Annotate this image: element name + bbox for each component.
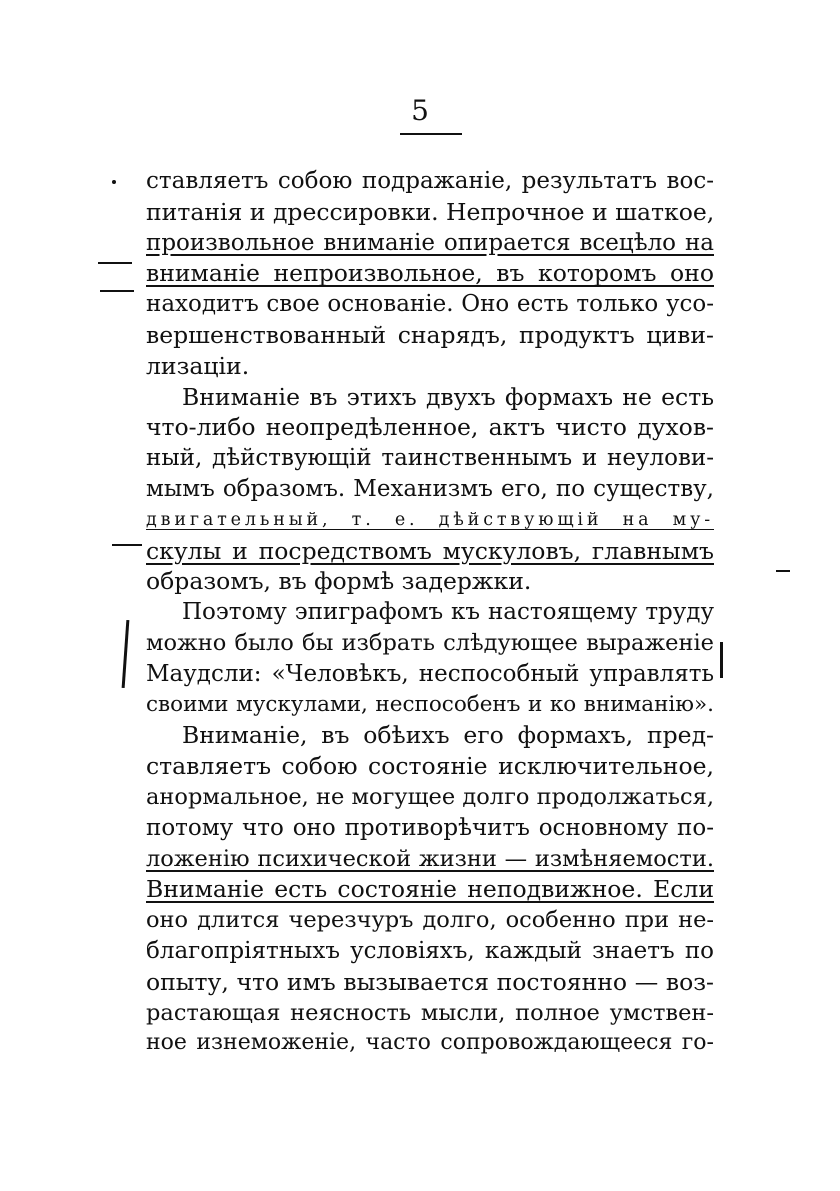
underline-mark-left-3 — [112, 544, 142, 546]
text-line: своими мускулами, неспособенъ и ко вниманію». — [146, 691, 714, 717]
body-text — [146, 166, 714, 1059]
text-line: анормальное, не могущее долго продолжаться, — [146, 783, 714, 810]
underline-mark-left-1 — [98, 262, 132, 264]
page-number: 5 — [411, 94, 429, 127]
paragraph — [146, 166, 714, 382]
text-line: опыту, что имъ вызывается постоянно — воз- — [146, 967, 714, 996]
text-line: ное изнеможеніе, часто сопровождающееся го- — [146, 1030, 714, 1056]
text-line: Маудсли: «Человѣкъ, неспособный управлять — [146, 660, 714, 687]
text-line: находитъ свое основаніе. Оно есть только усо- — [146, 291, 714, 318]
text-line: скулы и посредствомъ мускуловъ, главнымъ — [146, 536, 714, 565]
text-line: питанія и дрессировки. Непрочное и шаткое, — [146, 197, 714, 226]
text-line: лизаціи. — [146, 351, 250, 380]
margin-tick — [776, 570, 790, 572]
text-line: благопріятныхъ условіяхъ, каждый знаетъ по — [146, 937, 714, 964]
text-line: произвольное вниманіе опирается всецѣло на — [146, 229, 714, 256]
text-line: мымъ образомъ. Механизмъ его, по существу, — [146, 475, 714, 502]
text-line: растающая неясность мысли, полное умствен- — [146, 999, 714, 1026]
paragraph — [146, 382, 714, 598]
text-line: потому что оно противорѣчитъ основному по- — [146, 814, 714, 841]
text-line: вершенствованный снарядъ, продуктъ циви- — [146, 320, 714, 349]
text-line: Вниманіе въ этихъ двухъ формахъ не есть — [182, 382, 714, 411]
text-line: ный, дѣйствующій таинственнымъ и неулови- — [146, 445, 714, 472]
text-line: ложенію психической жизни — измѣняемости. — [146, 845, 714, 872]
paragraph — [146, 597, 714, 720]
text-line: Вниманіе есть состояніе неподвижное. Если — [146, 875, 714, 904]
text-line: двигательный, т. е. дѣйствующій на му- — [146, 509, 714, 530]
text-line: Вниманіе, въ обѣихъ его формахъ, пред- — [182, 721, 714, 750]
text-line: ставляетъ собою состояніе исключительное, — [146, 752, 714, 781]
margin-bar-right — [720, 642, 723, 678]
text-line: оно длится черезчуръ долго, особенно при не- — [146, 907, 714, 934]
text-line: Поэтому эпиграфомъ къ настоящему труду — [182, 599, 714, 626]
page-number-rule — [400, 133, 462, 135]
text-line: что-либо неопредѣленное, актъ чисто духов- — [146, 413, 714, 442]
margin-dot — [112, 180, 116, 184]
text-line: ставляетъ собою подражаніе, результатъ вос- — [146, 168, 714, 194]
paragraph — [146, 720, 714, 1059]
text-line: вниманіе непроизвольное, въ которомъ оно — [146, 259, 714, 288]
underline-mark-left-2 — [100, 290, 134, 292]
margin-bar-left — [122, 620, 130, 688]
text-line: можно было бы избрать слѣдующее выраженіе — [146, 629, 714, 656]
text-line: образомъ, въ формѣ задержки. — [146, 567, 532, 596]
